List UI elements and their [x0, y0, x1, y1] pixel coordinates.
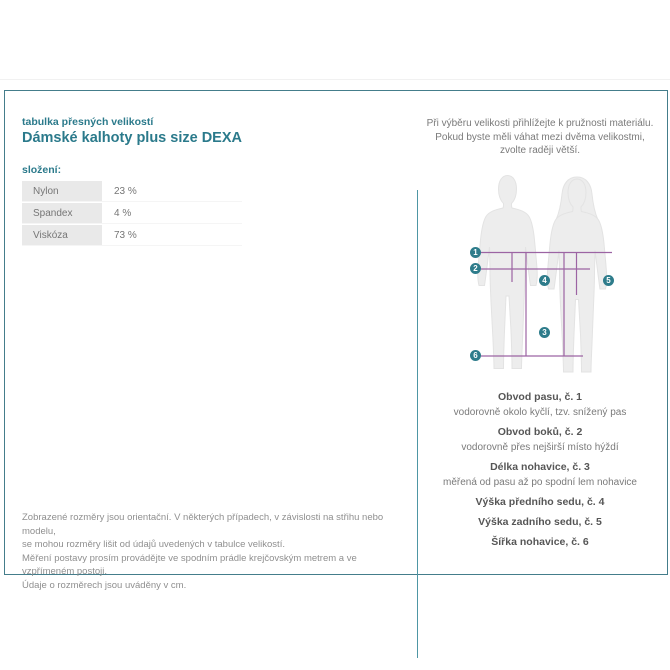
list-item [413, 460, 667, 490]
measurement-title: Obvod pasu, č. 1 [497, 391, 583, 403]
disclaimer-text [22, 511, 407, 592]
diagram-marker-3: 3 [539, 327, 550, 338]
body-measurement-diagram [412, 160, 668, 380]
measurement-title: Výška zadního sedu, č. 5 [478, 516, 602, 528]
diagram-marker-6: 6 [470, 350, 481, 361]
measurement-title: Obvod boků, č. 2 [497, 426, 583, 438]
measurement-title: Výška předního sedu, č. 4 [475, 496, 605, 508]
table-row [22, 181, 242, 202]
diagram-marker-2: 2 [470, 263, 481, 274]
list-item [413, 535, 667, 550]
material-name-cell: Viskóza [22, 225, 102, 245]
list-item [413, 495, 667, 510]
list-item [413, 515, 667, 530]
diagram-marker-5: 5 [603, 275, 614, 286]
composition-label: složení: [22, 164, 62, 176]
table-row [22, 203, 242, 224]
size-note-line: Pokud byste měli váhat mezi dvěma velikostmi, [435, 131, 645, 143]
size-selection-note [413, 117, 667, 158]
page-title: Dámské kalhoty plus size DEXA [22, 130, 242, 146]
measurement-desc: měřená od pasu až po spodní lem nohavice [442, 477, 637, 488]
composition-table [22, 181, 242, 247]
diagram-marker-1: 1 [470, 247, 481, 258]
measurement-title: Šířka nohavice, č. 6 [491, 536, 589, 548]
diagram-marker-4: 4 [539, 275, 550, 286]
material-name-cell: Nylon [22, 181, 102, 201]
measurements-list [413, 390, 667, 555]
list-item [413, 390, 667, 420]
disclaimer-line: Údaje o rozměrech jsou uváděny v cm. [22, 579, 187, 591]
material-value-cell: 73 % [114, 230, 137, 241]
disclaimer-line: Zobrazené rozměry jsou orientační. V některých případech, v závislosti na střihu nebo modelu, [22, 512, 384, 537]
size-note-line: Při výběru velikosti přihlížejte k pružnosti materiálu. [426, 118, 654, 129]
table-row [22, 225, 242, 246]
measurement-desc: vodorovně přes nejširší místo hýždí [461, 442, 619, 453]
disclaimer-line: Měření postavy prosím provádějte ve spodním prádle krejčovským metrem a ve vzpřímeném postoji. [22, 552, 357, 577]
measurement-desc: vodorovně okolo kyčlí, tzv. snížený pas [453, 407, 627, 418]
list-item [413, 425, 667, 455]
disclaimer-line: se mohou rozměry lišit od údajů uvedených v tabulce velikostí. [22, 539, 285, 550]
top-divider-rule [0, 79, 670, 80]
chart-pretitle: tabulka přesných velikostí [22, 116, 154, 128]
size-note-line: zvolte raději větší. [499, 145, 581, 156]
front-figure-silhouette [478, 176, 537, 369]
material-value-cell: 23 % [114, 186, 137, 197]
material-value-cell: 4 % [114, 208, 132, 219]
material-name-cell: Spandex [22, 203, 102, 223]
measurement-title: Délka nohavice, č. 3 [490, 461, 590, 473]
